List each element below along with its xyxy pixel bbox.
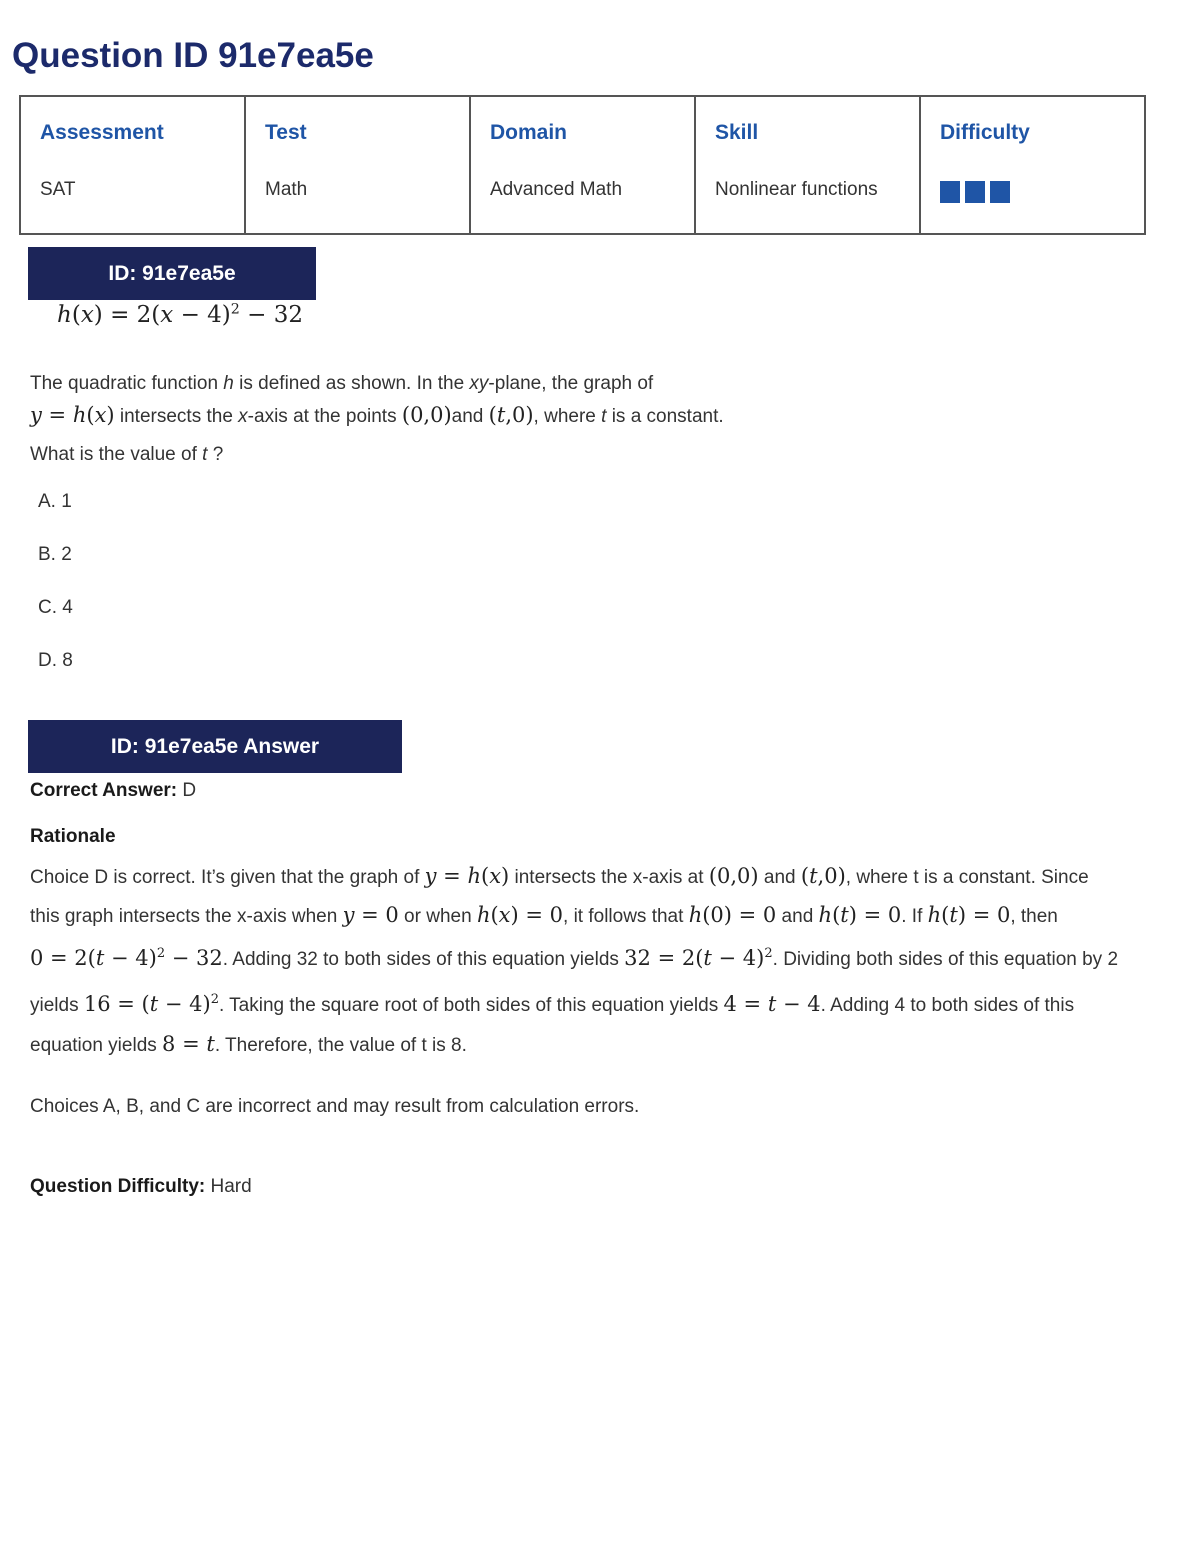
function-formula: $h(x) = 2(x - 4)^2 - 32$	[57, 301, 304, 328]
choice-d[interactable]: D. 8	[38, 650, 73, 671]
meta-header-domain: Domain	[490, 121, 568, 144]
meta-header-test: Test	[265, 121, 307, 144]
meta-cell-skill	[695, 96, 920, 234]
meta-value-test: Math	[265, 179, 308, 200]
correct-answer	[30, 780, 196, 802]
question-difficulty	[30, 1176, 252, 1198]
difficulty-bar	[940, 181, 960, 203]
page-title: Question ID 91e7ea5e	[12, 36, 374, 75]
difficulty-indicator	[940, 181, 1144, 203]
meta-header-skill: Skill	[715, 121, 759, 144]
question-difficulty-label: Question Difficulty:	[30, 1176, 206, 1197]
meta-header-difficulty: Difficulty	[940, 121, 1030, 144]
difficulty-bar	[990, 181, 1010, 203]
other-choices-note: Choices A, B, and C are incorrect and may result from calculation errors.	[30, 1096, 640, 1117]
question-difficulty-value: Hard	[210, 1176, 252, 1197]
meta-value-domain: Advanced Math	[490, 179, 623, 200]
rationale-line-2: this graph intersects the x-axis when y = 0 or when h(x) = 0, it follows that h(0) = 0 and h(t) = 0. If h(t) = 0, then	[30, 903, 1058, 927]
rationale-heading: Rationale	[30, 826, 116, 847]
correct-answer-value: D	[182, 780, 197, 801]
choice-a[interactable]: A. 1	[38, 491, 72, 512]
rationale-line-5: equation yields 8 = t. Therefore, the value of t is 8.	[30, 1032, 467, 1056]
answer-id-banner: ID: 91e7ea5e Answer	[28, 720, 402, 773]
rationale-line-1: Choice D is correct. It’s given that the graph of y = h(x) intersects the x-axis at (0,0) and (t,0), where t is a constant. Since	[30, 864, 1089, 888]
rationale-line-4: yields $16 = (t - 4)^2$. Taking the square root of both sides of this equation yields 4 = t − 4. Adding 4 to both sides of this	[30, 992, 1075, 1016]
question-meta-table	[19, 95, 1146, 235]
meta-cell-difficulty	[920, 96, 1145, 234]
question-text-line-2: y = h(x) intersects the x-axis at the points (0,0)and (t,0), where t is a constant.	[30, 403, 724, 427]
choice-b[interactable]: B. 2	[38, 544, 72, 565]
meta-header-assessment: Assessment	[40, 121, 164, 144]
difficulty-bar	[965, 181, 985, 203]
meta-cell-domain	[470, 96, 695, 234]
choice-c[interactable]: C. 4	[38, 597, 73, 618]
question-text-line-1: The quadratic function h is defined as shown. In the xy-plane, the graph of	[30, 373, 654, 394]
question-id-banner: ID: 91e7ea5e	[28, 247, 316, 300]
meta-value-assessment: SAT	[40, 179, 76, 200]
correct-answer-label: Correct Answer:	[30, 780, 178, 801]
meta-value-skill: Nonlinear functions	[715, 179, 878, 200]
meta-cell-assessment	[20, 96, 245, 234]
question-prompt: What is the value of t ?	[30, 444, 224, 465]
rationale-line-3: $0 = 2(t - 4)^2 - 32$. Adding 32 to both sides of this equation yields $32 = 2(t - 4)^2$. Dividing both sides of this equation by 2	[30, 946, 1119, 970]
meta-cell-test	[245, 96, 470, 234]
